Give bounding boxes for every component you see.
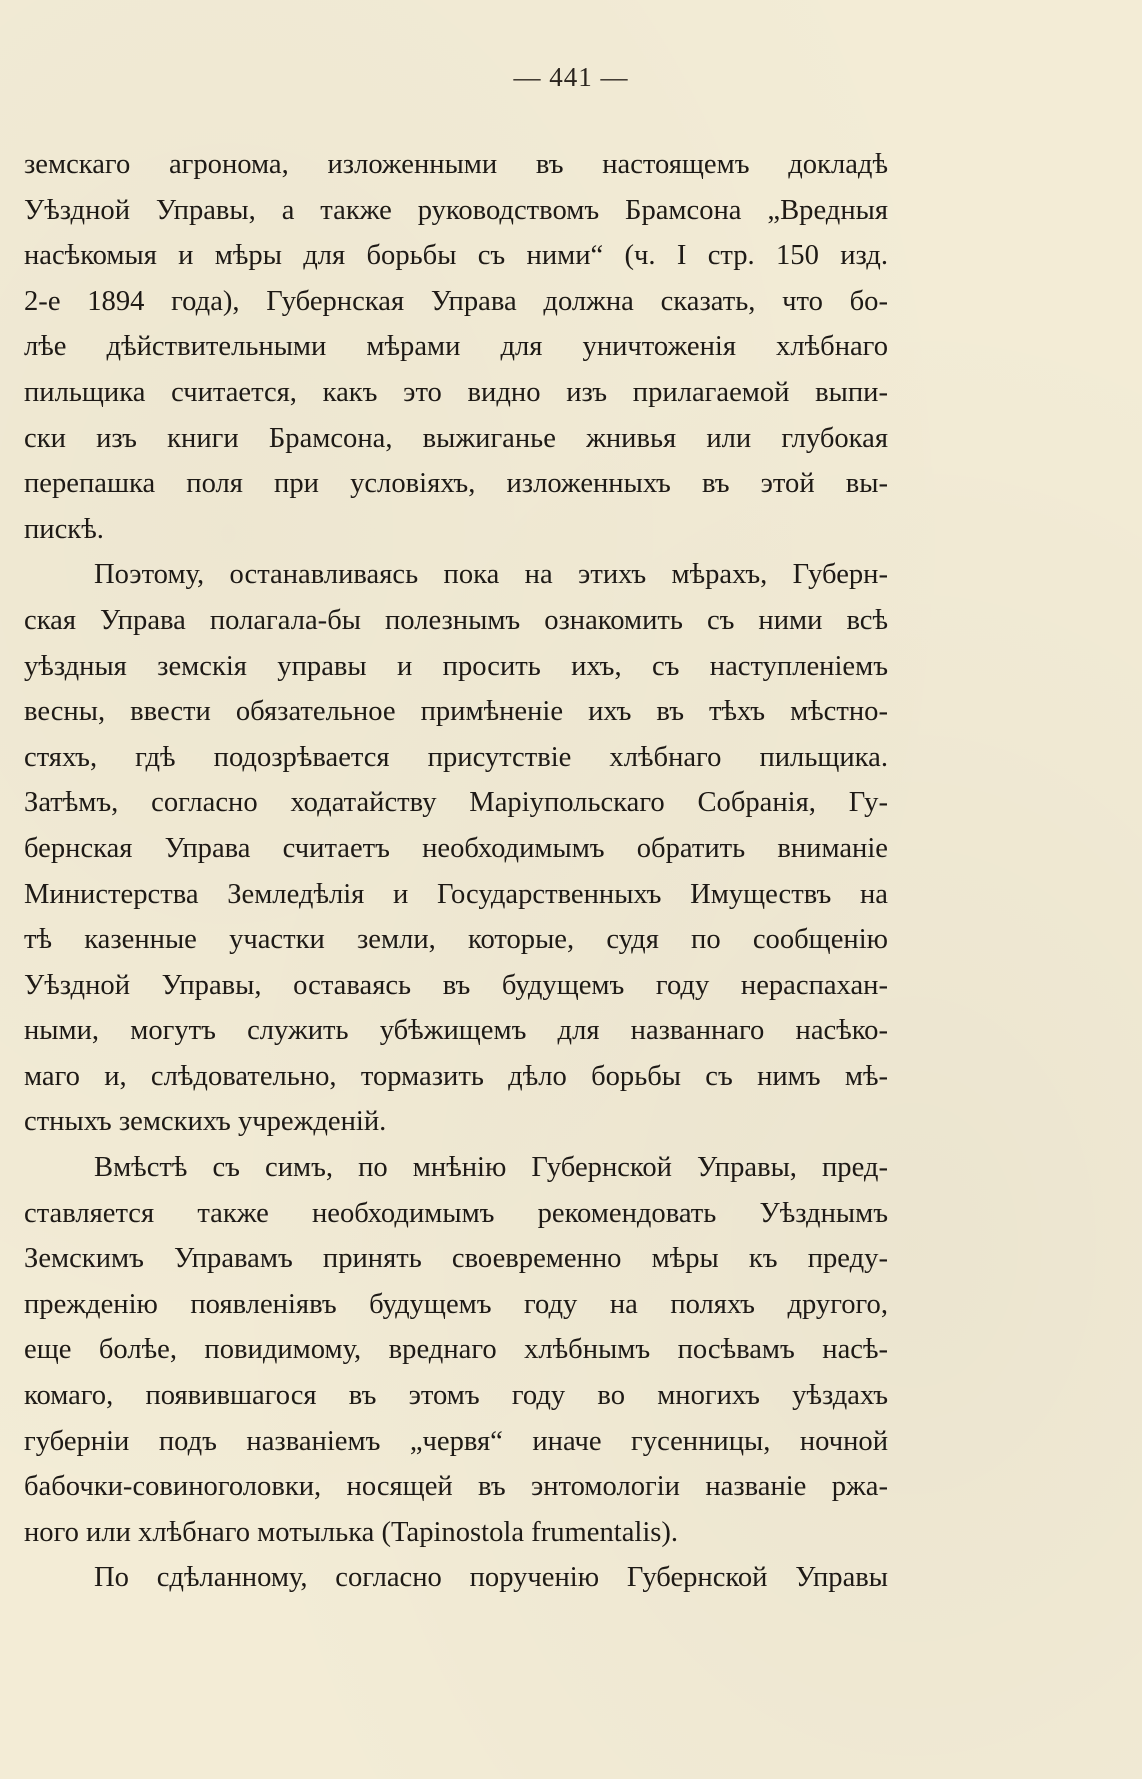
text-line: тѣ казенные участки земли, которые, судя по сообщенію: [24, 924, 888, 956]
text-line: еще болѣе, повидимому, вреднаго хлѣбнымъ посѣвамъ насѣ-: [24, 1334, 888, 1366]
text-line: комаго, появившагося въ этомъ году во многихъ уѣздахъ: [24, 1380, 888, 1412]
body-text: [24, 142, 888, 1601]
text-line: пискѣ.: [24, 513, 104, 545]
text-line: ставляется также необходимымъ рекомендовать Уѣзднымъ: [24, 1197, 888, 1229]
text-line: земскаго агронома, изложенными въ настоящемъ докладѣ: [24, 149, 888, 180]
text-line: бернская Управа считаетъ необходимымъ обратить вниманіе: [24, 832, 888, 864]
text-line: Министерства Земледѣлія и Государственныхъ Имуществъ на: [24, 878, 888, 910]
text-line: прежденію появленіявъ будущемъ году на поляхъ другого,: [24, 1288, 888, 1320]
page-number: — 441 —: [513, 62, 629, 92]
text-line: губерніи подъ названіемъ „червя“ иначе гусенницы, ночной: [24, 1425, 888, 1457]
text-line: ными, могутъ служить убѣжищемъ для названнаго насѣко-: [24, 1015, 888, 1047]
text-line: По сдѣланному, согласно порученію Губернской Управы: [94, 1562, 888, 1594]
text-line: Вмѣстѣ съ симъ, по мнѣнію Губернской Управы, пред-: [94, 1152, 888, 1184]
text-line: ски изъ книги Брамсона, выжиганье жнивья или глубокая: [24, 422, 888, 454]
text-line: лѣе дѣйствительными мѣрами для уничтоженія хлѣбнаго: [24, 331, 888, 363]
text-line: весны, ввести обязательное примѣненіе ихъ въ тѣхъ мѣстно-: [24, 696, 888, 728]
text-line: Уѣздной Управы, а также руководствомъ Брамсона „Вредныя: [24, 194, 888, 226]
text-line: пильщика считается, какъ это видно изъ прилагаемой выпи-: [24, 376, 888, 408]
text-line: Уѣздной Управы, оставаясь въ будущемъ году нераспахан-: [24, 969, 888, 1001]
paragraph-4: [24, 1555, 888, 1601]
text-line: бабочки-совиноголовки, носящей въ энтомологіи названіе ржа-: [24, 1471, 888, 1503]
paragraph-2: [24, 552, 888, 1145]
text-line: Земскимъ Управамъ принять своевременно мѣры къ преду-: [24, 1243, 888, 1275]
text-line: насѣкомыя и мѣры для борьбы съ ними“ (ч. I стр. 150 изд.: [24, 240, 888, 272]
text-line: Поэтому, останавливаясь пока на этихъ мѣрахъ, Губерн-: [94, 559, 888, 591]
text-line: ного или хлѣбнаго мотылька (Tapinostola frumentalis).: [24, 1516, 679, 1548]
text-line: уѣздныя земскія управы и просить ихъ, съ наступленіемъ: [24, 650, 888, 682]
text-line: ская Управа полагала-бы полезнымъ ознакомить съ ними всѣ: [24, 604, 888, 636]
paragraph-1: [24, 142, 888, 552]
paragraph-3: [24, 1145, 888, 1555]
text-line: стныхъ земскихъ учрежденій.: [24, 1106, 387, 1138]
text-line: стяхъ, гдѣ подозрѣвается присутствіе хлѣбнаго пильщика.: [24, 741, 888, 773]
text-line: Затѣмъ, согласно ходатайству Маріупольскаго Собранія, Гу-: [24, 787, 888, 819]
text-line: перепашка поля при условіяхъ, изложенныхъ въ этой вы-: [24, 468, 888, 500]
text-line: маго и, слѣдовательно, тормазить дѣло борьбы съ нимъ мѣ-: [24, 1060, 888, 1092]
text-line: 2-е 1894 года), Губернская Управа должна сказать, что бо-: [24, 285, 888, 317]
